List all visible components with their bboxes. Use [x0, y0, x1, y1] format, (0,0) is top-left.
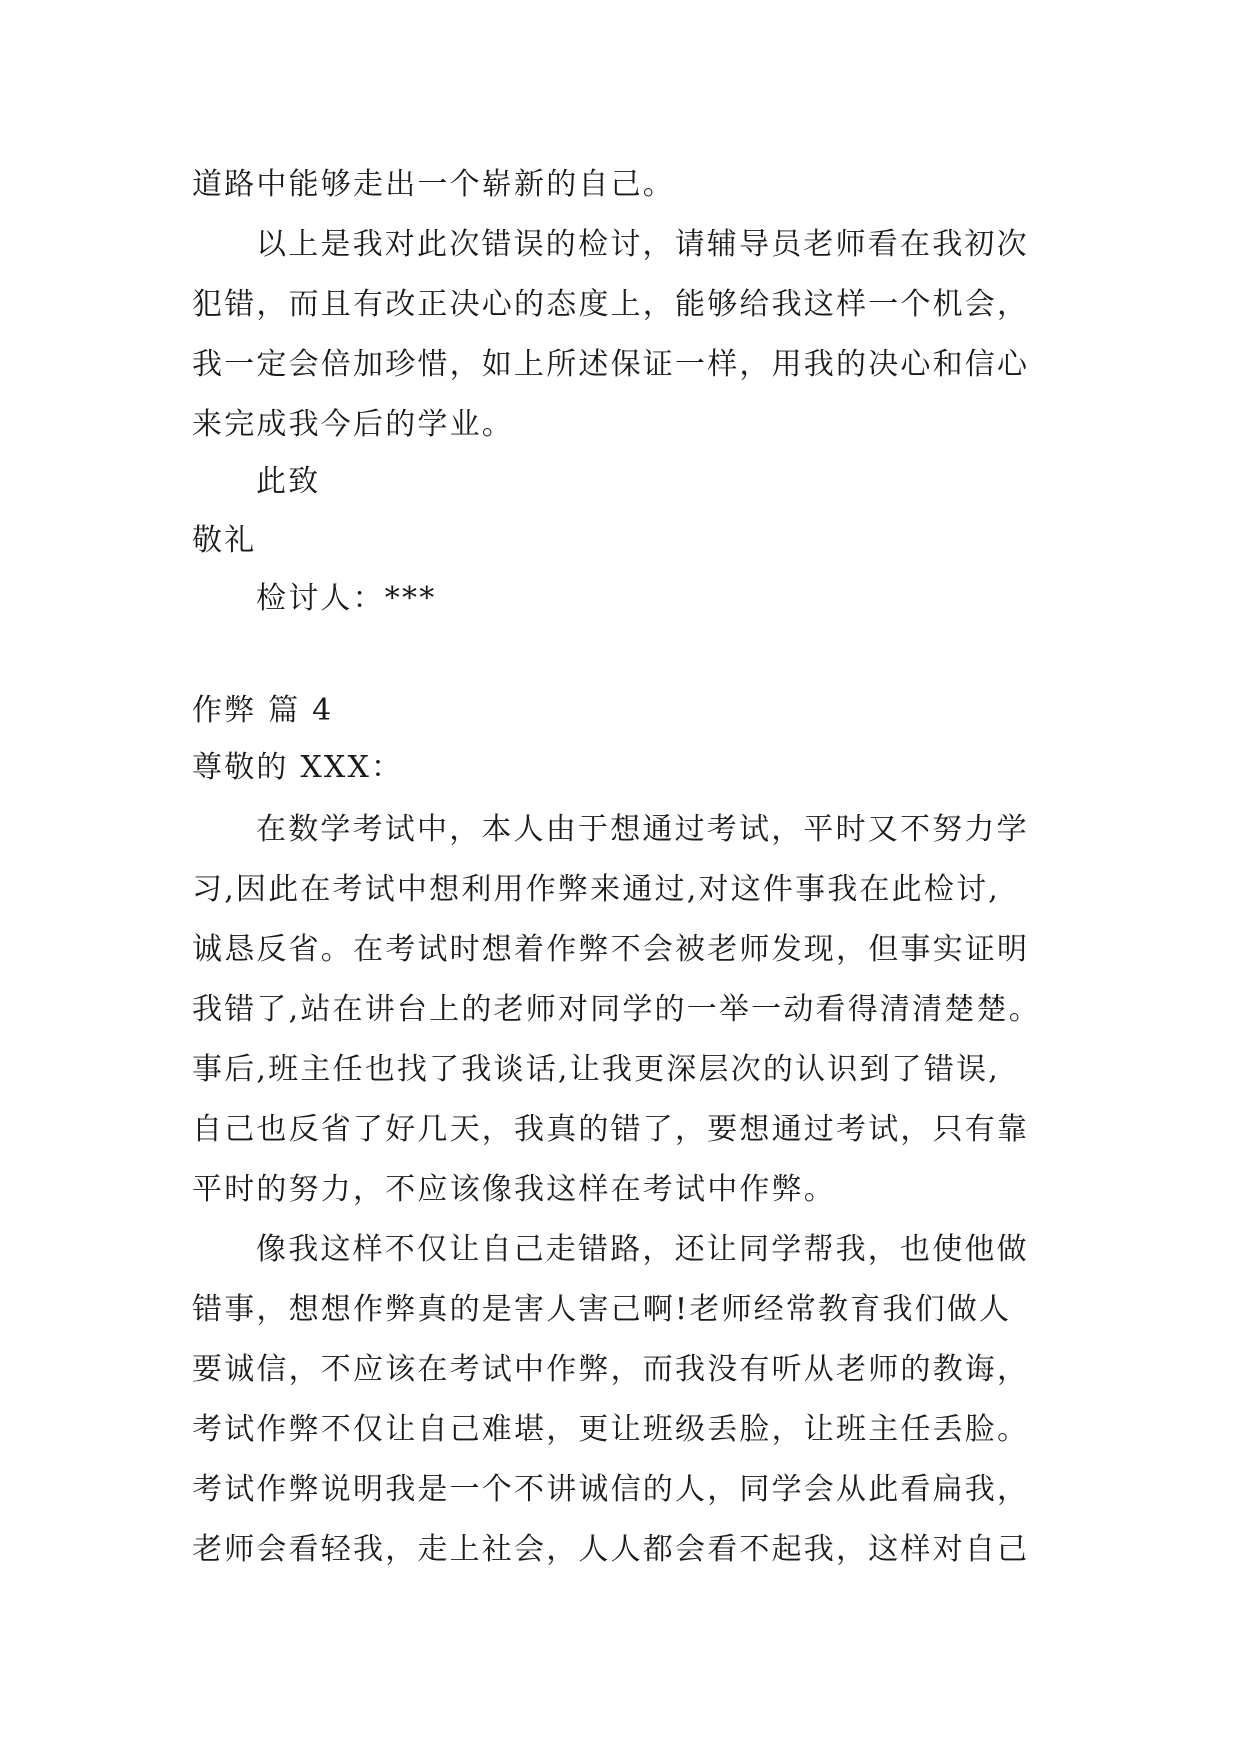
- text-line: 平时的努力，不应该像我这样在考试中作弊。: [192, 1172, 836, 1207]
- text-line: 来完成我今后的学业。: [192, 407, 514, 442]
- text-line: 错事，想想作弊真的是害人害己啊!老师经常教育我们做人: [192, 1292, 1012, 1327]
- text-line: 像我这样不仅让自己走错路，还让同学帮我，也使他做: [256, 1232, 1029, 1267]
- text-line: 诚恳反省。在考试时想着作弊不会被老师发现，但事实证明: [192, 932, 1030, 967]
- text-line: 我一定会倍加珍惜，如上所述保证一样，用我的决心和信心: [192, 347, 1030, 382]
- salutation: 敬礼: [192, 523, 257, 558]
- closing-phrase: 此致: [256, 464, 321, 499]
- text-line: 要诚信，不应该在考试中作弊，而我没有听从老师的教诲，: [192, 1352, 1030, 1387]
- text-line: 以上是我对此次错误的检讨，请辅导员老师看在我初次: [256, 227, 1029, 262]
- section-heading: 作弊 篇 4: [192, 693, 334, 728]
- text-line: 老师会看轻我，走上社会，人人都会看不起我，这样对自己: [192, 1532, 1030, 1567]
- text-line: 考试作弊说明我是一个不讲诚信的人，同学会从此看扁我，: [192, 1472, 1030, 1507]
- text-line: 考试作弊不仅让自己难堪，更让班级丢脸，让班主任丢脸。: [192, 1412, 1030, 1447]
- text-line: 道路中能够走出一个崭新的自己。: [192, 167, 675, 202]
- text-line: 自己也反省了好几天，我真的错了，要想通过考试，只有靠: [192, 1112, 1030, 1147]
- signature-line: 检讨人：***: [256, 581, 437, 616]
- text-line: 事后,班主任也找了我谈话,让我更深层次的认识到了错误,: [192, 1052, 1001, 1087]
- text-line: 我错了,站在讲台上的老师对同学的一举一动看得清清楚楚。: [192, 992, 1041, 1027]
- greeting: 尊敬的 XXX：: [192, 750, 404, 785]
- text-line: 在数学考试中，本人由于想通过考试，平时又不努力学: [256, 812, 1029, 847]
- text-line: 犯错，而且有改正决心的态度上，能够给我这样一个机会，: [192, 287, 1030, 322]
- text-line: 习,因此在考试中想利用作弊来通过,对这件事我在此检讨,: [192, 872, 1001, 907]
